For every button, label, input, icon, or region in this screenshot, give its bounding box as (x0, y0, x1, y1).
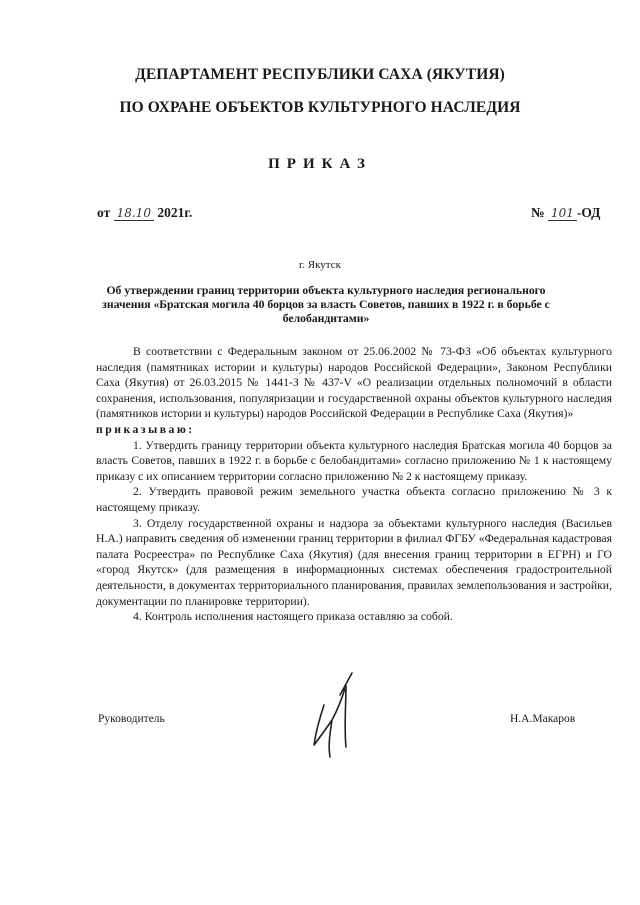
issue-city: г. Якутск (299, 259, 341, 271)
date-prefix: от (97, 205, 111, 220)
date-handwritten: 18.10 (114, 206, 154, 221)
signatory-role: Руководитель (98, 713, 165, 725)
signatory-name: Н.А.Макаров (510, 713, 576, 725)
header-department-scope: ПО ОХРАНЕ ОБЪЕКТОВ КУЛЬТУРНОГО НАСЛЕДИЯ (119, 99, 521, 116)
header-department: ДЕПАРТАМЕНТ РЕСПУБЛИКИ САХА (ЯКУТИЯ) (135, 66, 505, 83)
document-date (97, 205, 192, 221)
number-handwritten: 101 (548, 206, 577, 221)
body-order-word: приказываю: (96, 422, 195, 436)
body-item-1: 1. Утвердить границу территории объекта культурного наследия Братская могила 40 борцов за власть Советов, павших в 1922 г. в борьбе с белобандитами» согласно приложению № 1 к настоящему приказу с их описанием территории согласно приложению № 2 к настоящему приказу. (96, 438, 612, 483)
document-number (531, 205, 600, 221)
body-item-3: 3. Отделу государственной охраны и надзора за объектами культурного наследия (Васильев Н.А.) направить сведения об изменении границ территории в филиал ФГБУ «Федеральная кадастровая палата Росреестра» по Республике Саха (Якутия) (для внесения границ территории в ЕГРН) и ГО «город Якутск» (для размещения в информационных системах обеспечения градостроительной деятельности, в документах территориального планирования, правилах землепользования и застройки, документации по планировке территории). (96, 516, 612, 608)
date-year: 2021г. (157, 205, 193, 220)
body-preamble: В соответствии с Федеральным законом от 25.06.2002 № 73-ФЗ «Об объектах культурного наследия (памятниках истории и культуры) народов Российской Федерации», Законом Республики Саха (Якутия) от 26.03.2015 № 1441-З № 437-V «О реализации отдельных полномочий в области сохранения, использования, популяризации и государственной охраны объектов культурного наследия (памятников истории и культуры) народов Российской Федерации в Республике Саха (Якутия)» (96, 345, 612, 421)
body-item-2: 2. Утвердить правовой режим земельного участка объекта согласно приложению № 3 к настоящему приказу. (96, 485, 612, 514)
document-body (96, 344, 612, 625)
document-type-title: ПРИКАЗ (268, 156, 372, 172)
document-subject: Об утверждении границ территории объекта культурного наследия регионального значения «Братская могила 40 борцов за власть Советов, павших в 1922 г. в борьбе с белобандитами» (102, 284, 550, 325)
number-suffix: -ОД (576, 205, 601, 220)
body-item-4: 4. Контроль исполнения настоящего приказа оставляю за собой. (133, 610, 453, 624)
number-prefix: № (531, 205, 545, 220)
handwritten-signature (300, 665, 370, 765)
